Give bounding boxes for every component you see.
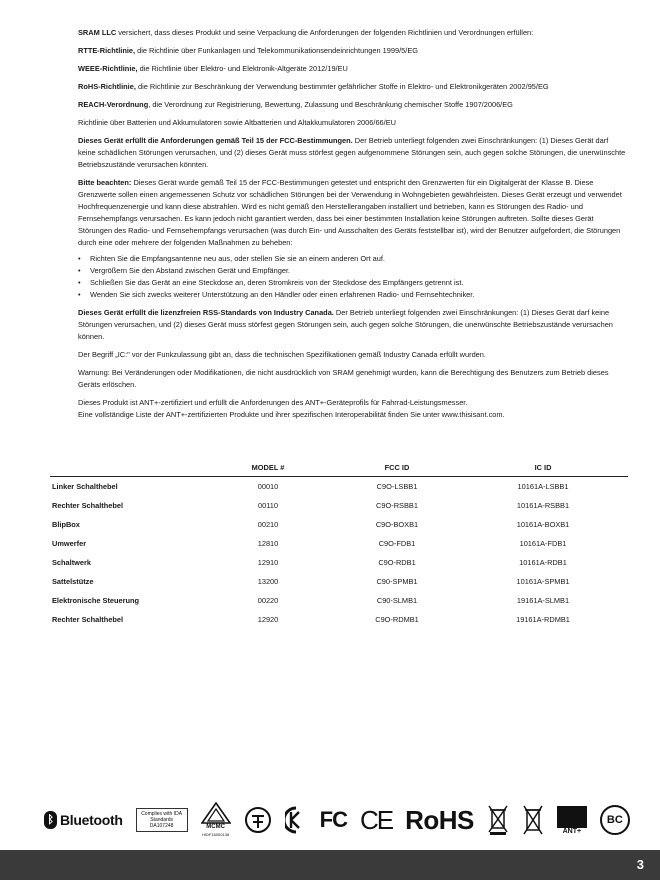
sram-bold: SRAM LLC xyxy=(78,28,117,37)
cell-fcc: C9O-FDB1 xyxy=(378,539,416,548)
table-row xyxy=(50,553,628,572)
cell-ic: 10161A-LSBB1 xyxy=(517,482,569,491)
fcc-text: Der Betrieb unterliegt folgenden zwei Einschränkungen: (1) Dieses Gerät darf keine schädlichen Störungen verursachen, und (2) dieses Gerät muss störfest gegen aufgenommene Störungen sein, auch gegen solche Störungen, die unerwünschte Betriebszustände verursachen könnten. xyxy=(78,136,626,169)
cell-model: 00110 xyxy=(257,501,278,510)
certification-logos xyxy=(44,798,630,842)
ida-compliance-badge: Complies with IDA Standards DA107248 xyxy=(136,808,188,832)
korea-kc-mark xyxy=(285,806,307,834)
cell-name: Schaltwerk xyxy=(52,558,92,567)
compliance-text xyxy=(78,27,626,421)
ant-icon xyxy=(557,806,587,828)
table-row xyxy=(50,515,628,534)
cell-ic: 10161A-SPMB1 xyxy=(516,577,570,586)
cell-fcc: C90-SLMB1 xyxy=(376,596,418,605)
ant-plus-logo xyxy=(557,806,587,835)
ic-prefix-note: Der Begriff „IC:" vor der Funkzulassung gibt an, dass die technischen Spezifikationen gemäß Industry Canada erfüllt wurden. xyxy=(78,350,486,359)
cell-ic: 19161A-SLMB1 xyxy=(516,596,570,605)
cell-name: Rechter Schalthebel xyxy=(52,501,124,510)
kc-icon xyxy=(285,806,307,834)
cell-name: BlipBox xyxy=(52,520,80,529)
cell-ic: 10161A-RSBB1 xyxy=(516,501,570,510)
cell-fcc: C90-SPMB1 xyxy=(376,577,418,586)
ic-bold: Dieses Gerät erfüllt die lizenzfreien RSS-Standards von Industry Canada. xyxy=(78,308,334,317)
cell-name: Rechter Schalthebel xyxy=(52,615,124,624)
table-row xyxy=(50,477,628,496)
rtte-text: die Richtlinie über Funkanlagen und Telekommunikationsendeinrichtungen 1999/5/EG xyxy=(135,46,419,55)
cell-ic: 19161A-RDMB1 xyxy=(516,615,570,624)
reach-bold: REACH-Verordnung xyxy=(78,100,149,109)
header-cell: IC ID xyxy=(534,462,552,472)
ic-text: Der Betrieb unterliegt folgenden zwei Einschränkungen: (1) Dieses Gerät darf keine Störungen verursachen, und (2) dieses Gerät muss störfest gegen Störungen sein, auch gegen solche Störungen, die unerwünschte Betriebszustände verursachen können. xyxy=(78,308,613,341)
table-header xyxy=(50,458,628,477)
cell-model: 00010 xyxy=(257,482,279,491)
rohs-bold: RoHS-Richtlinie, xyxy=(78,82,136,91)
ant-label: ANT+ xyxy=(562,827,582,835)
japan-telec-mark xyxy=(244,806,272,834)
weee-text: die Richtlinie über Elektro- und Elektronik-Altgeräte 2012/19/EU xyxy=(137,64,348,73)
cell-name: Linker Schalthebel xyxy=(52,482,118,491)
table-row xyxy=(50,591,628,610)
list-item: • Schließen Sie das Gerät an eine Steckdose an, deren Stromkreis von der Steckdose des Empfängers getrennt ist. xyxy=(78,277,626,289)
cell-ic: 10161A-RDB1 xyxy=(519,558,567,567)
reach-text: , die Verordnung zur Registrierung, Bewertung, Zulassung und Beschränkung chemischer Stoffe 1907/2006/EG xyxy=(148,100,513,109)
sram-text: versichert, dass dieses Produkt und seine Verpackung die Anforderungen der folgenden Richtlinien und Verordnungen erfüllen: xyxy=(116,28,534,37)
cell-name: Elektronische Steuerung xyxy=(52,596,140,605)
weee-bold: WEEE-Richtlinie, xyxy=(78,64,138,73)
rohs-logo: RoHS xyxy=(405,804,474,835)
cell-model: 12910 xyxy=(257,558,279,567)
header-cell: FCC ID xyxy=(384,462,410,472)
telec-icon xyxy=(244,806,272,834)
reach-regulation xyxy=(78,99,626,111)
weee-directive xyxy=(78,63,626,75)
cell-model: 00220 xyxy=(257,596,279,605)
crossed-bin-icon xyxy=(522,804,544,836)
ce-mark: CE xyxy=(359,804,393,835)
rohs-text: die Richtlinie zur Beschränkung der Verwendung bestimmter gefährlicher Stoffe in Elektro- und Elektronikgeräten 2002/95/EG xyxy=(135,82,549,91)
cell-model: 12920 xyxy=(257,615,279,624)
note-text: Dieses Gerät wurde gemäß Teil 15 der FCC-Bestimmungen getestet und entspricht den Grenzwerten für ein Digitalgerät der Klasse B. Diese Grenzwerte sollen einen angemessenen Schutz vor schädlichen Störungen bei der Verwendung in Wohngebieten gewährleisten. Dieses Gerät erzeugt und verwendet Hochfrequenzenergie und kann diese abstrahlen. Wird es nicht gemäß den Herstellerangaben installiert und betrieben, kann es Störungen des Radio- und Fernsehempfangs verursachen. Es kann jedoch nicht garantiert werden, dass bei einer bestimmten Installation keine Störungen auftreten. Sollte dieses Gerät Störungen des Radio- und Fernsehempfangs verursachen (was durch Ein- und Ausschalten des Geräts feststellbar ist), wird der Benutzer aufgefordert, die Störungen durch eine oder mehrere der folgenden Maßnahmen zu beheben: xyxy=(78,178,622,247)
mcmc-logo xyxy=(201,802,231,838)
bluetooth-icon: ᛒ xyxy=(44,811,57,829)
warning-text: Warnung: Bei Veränderungen oder Modifikationen, die nicht ausdrücklich von SRAM genehmigt wurden, kann die Berechtigung des Benutzers zum Betrieb dieses Geräts erlöschen. xyxy=(78,368,609,389)
cell-model: 00210 xyxy=(257,520,279,529)
fcc-bold: Dieses Gerät erfüllt die Anforderungen gemäß Teil 15 der FCC-Bestimmungen. xyxy=(78,136,353,145)
list-item: • Vergrößern Sie den Abstand zwischen Gerät und Empfänger. xyxy=(78,265,626,277)
bluetooth-wordmark: Bluetooth xyxy=(60,812,123,828)
ant-statement xyxy=(78,397,626,421)
bc-mark: BC xyxy=(600,805,630,835)
cell-fcc: C9O-BOXB1 xyxy=(375,520,419,529)
ic-statement xyxy=(78,307,626,343)
cell-fcc: C9O-RDMB1 xyxy=(375,615,419,624)
table-row xyxy=(50,610,628,629)
crossed-bin-icon xyxy=(487,804,509,836)
fcc-note xyxy=(78,177,626,249)
cell-fcc: C9O-RDB1 xyxy=(378,558,416,567)
battery-bin-mark xyxy=(522,804,544,836)
list-item: • Richten Sie die Empfangsantenne neu aus, oder stellen Sie sie an einem anderen Ort auf. xyxy=(78,253,626,265)
cell-fcc: C9O-LSBB1 xyxy=(376,482,418,491)
page-footer xyxy=(0,850,660,880)
measures-list xyxy=(78,253,626,301)
table-row xyxy=(50,496,628,515)
cell-fcc: C9O-RSBB1 xyxy=(376,501,418,510)
ant-line-1: Dieses Produkt ist ANT+-zertifiziert und erfüllt die Anforderungen des ANT+-Geräteprofils für Fahrrad-Leistungsmesser. xyxy=(78,398,468,407)
cell-name: Umwerfer xyxy=(52,539,87,548)
cell-ic: 10161A-BOXB1 xyxy=(516,520,570,529)
cell-model: 13200 xyxy=(257,577,279,586)
mcmc-code: HIDF16000138 xyxy=(202,832,230,837)
sram-declaration xyxy=(78,27,626,39)
rohs-directive xyxy=(78,81,626,93)
cell-model: 12810 xyxy=(257,539,279,548)
table-row xyxy=(50,534,628,553)
weee-bin-mark xyxy=(487,804,509,836)
fcc-statement xyxy=(78,135,626,171)
battery-directive: Richtlinie über Batterien und Akkumulatoren sowie Altbatterien und Altakkumulatoren 2006/66/EU xyxy=(78,118,396,127)
mcmc-label: MCMC xyxy=(206,824,225,830)
cell-ic: 10161A-FDB1 xyxy=(519,539,567,548)
header-cell: MODEL # xyxy=(251,462,285,472)
rtte-bold: RTTE-Richtlinie, xyxy=(78,46,136,55)
fcc-logo: FC xyxy=(319,807,347,832)
table-row xyxy=(50,572,628,591)
ant-line-2: Eine vollständige Liste der ANT+-zertifizierten Produkte und ihrer spezifischen Interoperabilität finden Sie unter www.thisisant.com. xyxy=(78,410,505,419)
bluetooth-logo xyxy=(44,811,123,829)
page-number: 3 xyxy=(636,857,644,872)
model-table xyxy=(50,458,628,629)
mcmc-triangle-icon xyxy=(201,802,231,824)
list-item: • Wenden Sie sich zwecks weiterer Unterstützung an den Händler oder einen erfahrenen Radio- und Fernsehtechniker. xyxy=(78,289,626,301)
cell-name: Sattelstütze xyxy=(52,577,94,586)
rtte-directive xyxy=(78,45,626,57)
note-bold: Bitte beachten: xyxy=(78,178,132,187)
